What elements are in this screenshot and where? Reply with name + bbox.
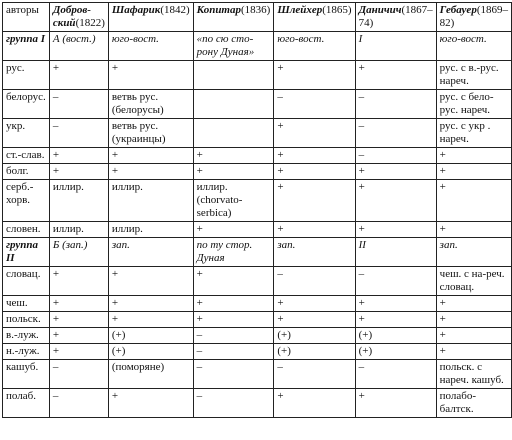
value-cell: (+) (355, 344, 436, 360)
value-cell: II (355, 238, 436, 267)
value-cell: + (274, 296, 355, 312)
table-row (3, 267, 512, 296)
author-name: Добров-ский (52, 4, 91, 29)
value-cell: + (108, 61, 193, 90)
language-cell: болг. (3, 164, 50, 180)
author-year: (1869–82) (439, 4, 508, 29)
header-shafarik (108, 3, 193, 32)
value-cell: + (436, 180, 511, 222)
value-cell: зап. (436, 238, 511, 267)
language-cell: словац. (3, 267, 50, 296)
value-cell: + (436, 222, 511, 238)
value-cell: + (274, 119, 355, 148)
author-year: (1822) (75, 17, 105, 29)
value-cell: ветвь рус. (белорусы) (108, 90, 193, 119)
author-year: (1865) (322, 4, 352, 16)
author-name: Шафарик (111, 4, 161, 16)
author-name: Копитар (196, 4, 241, 16)
value-cell: + (49, 164, 108, 180)
table-row (3, 360, 512, 389)
value-cell: ветвь рус. (украинцы) (108, 119, 193, 148)
value-cell: иллир. (chorvato-serbica) (193, 180, 274, 222)
author-year: (1842) (160, 4, 190, 16)
value-cell: – (274, 267, 355, 296)
value-cell: рус. с бело-рус. нареч. (436, 90, 511, 119)
value-cell: (+) (355, 328, 436, 344)
author-year: (1867–74) (358, 4, 433, 29)
value-cell: + (436, 344, 511, 360)
value-cell: – (193, 328, 274, 344)
language-cell: н.-луж. (3, 344, 50, 360)
header-schleicher (274, 3, 355, 32)
value-cell: иллир. (49, 180, 108, 222)
table-row (3, 90, 512, 119)
table-body (3, 32, 512, 418)
value-cell: (+) (274, 344, 355, 360)
value-cell: юго-вост. (108, 32, 193, 61)
group-row (3, 238, 512, 267)
value-cell: + (49, 312, 108, 328)
value-cell: + (355, 164, 436, 180)
author-name: Даничич (358, 4, 402, 16)
value-cell: + (193, 267, 274, 296)
table-row (3, 119, 512, 148)
table-row (3, 389, 512, 418)
value-cell: Б (зап.) (49, 238, 108, 267)
value-cell: юго-вост. (274, 32, 355, 61)
group-row (3, 32, 512, 61)
value-cell: + (274, 222, 355, 238)
value-cell: – (193, 360, 274, 389)
language-cell: полаб. (3, 389, 50, 418)
value-cell: + (108, 148, 193, 164)
value-cell: по ту стор. Дуная (193, 238, 274, 267)
value-cell: – (355, 119, 436, 148)
value-cell: + (193, 296, 274, 312)
table-row (3, 61, 512, 90)
value-cell: + (355, 312, 436, 328)
value-cell: – (355, 267, 436, 296)
value-cell: + (274, 148, 355, 164)
value-cell: + (274, 180, 355, 222)
value-cell: рус. с укр . нареч. (436, 119, 511, 148)
value-cell (193, 61, 274, 90)
language-cell: чеш. (3, 296, 50, 312)
value-cell: + (355, 222, 436, 238)
value-cell: рус. с в.-рус. нареч. (436, 61, 511, 90)
value-cell: + (274, 389, 355, 418)
header-gebauer (436, 3, 511, 32)
value-cell: + (355, 296, 436, 312)
author-name: Шлейхер (277, 4, 323, 16)
value-cell: + (108, 312, 193, 328)
value-cell: – (193, 389, 274, 418)
value-cell: юго-вост. (436, 32, 511, 61)
value-cell: + (49, 296, 108, 312)
value-cell: – (274, 360, 355, 389)
header-danicic (355, 3, 436, 32)
header-kopitar (193, 3, 274, 32)
language-cell: укр. (3, 119, 50, 148)
table-row (3, 180, 512, 222)
value-cell: «по сю сто-рону Дуная» (193, 32, 274, 61)
value-cell: А (вост.) (49, 32, 108, 61)
value-cell: + (355, 389, 436, 418)
language-cell: серб.-хорв. (3, 180, 50, 222)
value-cell: (+) (108, 344, 193, 360)
value-cell: – (355, 360, 436, 389)
value-cell (193, 90, 274, 119)
value-cell: + (49, 328, 108, 344)
value-cell: + (108, 296, 193, 312)
value-cell: – (49, 119, 108, 148)
value-cell: + (49, 344, 108, 360)
value-cell: + (49, 267, 108, 296)
header-dobrovsky (49, 3, 108, 32)
value-cell: (+) (108, 328, 193, 344)
value-cell: + (193, 148, 274, 164)
value-cell: + (108, 164, 193, 180)
value-cell: + (49, 61, 108, 90)
author-year: (1836) (241, 4, 271, 16)
value-cell: + (108, 389, 193, 418)
value-cell: + (193, 164, 274, 180)
value-cell: зап. (108, 238, 193, 267)
table-row (3, 296, 512, 312)
value-cell: зап. (274, 238, 355, 267)
value-cell: – (49, 90, 108, 119)
value-cell: польск. с нареч. кашуб. (436, 360, 511, 389)
language-cell: белорус. (3, 90, 50, 119)
value-cell (193, 119, 274, 148)
value-cell: + (436, 148, 511, 164)
value-cell: + (193, 312, 274, 328)
header-row (3, 3, 512, 32)
value-cell: полабо-балтск. (436, 389, 511, 418)
language-cell: кашуб. (3, 360, 50, 389)
table-row (3, 312, 512, 328)
language-cell: ст.-слав. (3, 148, 50, 164)
value-cell: + (355, 180, 436, 222)
slavic-classification-table (2, 2, 512, 418)
header-authors-label: авторы (6, 4, 39, 16)
author-name: Гебауер (439, 4, 477, 16)
value-cell: + (436, 164, 511, 180)
value-cell: + (108, 267, 193, 296)
table-row (3, 328, 512, 344)
value-cell: – (355, 148, 436, 164)
value-cell: + (274, 61, 355, 90)
value-cell: чеш. с на-реч. словац. (436, 267, 511, 296)
group-label-cell: группа I (3, 32, 50, 61)
value-cell: + (436, 312, 511, 328)
value-cell: + (193, 222, 274, 238)
table-row (3, 148, 512, 164)
table-row (3, 164, 512, 180)
value-cell: – (355, 90, 436, 119)
value-cell: + (49, 148, 108, 164)
value-cell: – (49, 389, 108, 418)
value-cell: – (49, 360, 108, 389)
value-cell: + (274, 312, 355, 328)
value-cell: иллир. (108, 222, 193, 238)
value-cell: + (436, 328, 511, 344)
value-cell: (поморяне) (108, 360, 193, 389)
group-label-cell: группа II (3, 238, 50, 267)
value-cell: I (355, 32, 436, 61)
value-cell: иллир. (49, 222, 108, 238)
value-cell: + (436, 296, 511, 312)
value-cell: + (355, 61, 436, 90)
value-cell: – (274, 90, 355, 119)
table-row (3, 344, 512, 360)
language-cell: в.-луж. (3, 328, 50, 344)
language-cell: рус. (3, 61, 50, 90)
language-cell: польск. (3, 312, 50, 328)
header-authors (3, 3, 50, 32)
value-cell: – (193, 344, 274, 360)
value-cell: иллир. (108, 180, 193, 222)
value-cell: + (274, 164, 355, 180)
language-cell: словен. (3, 222, 50, 238)
value-cell: (+) (274, 328, 355, 344)
table-row (3, 222, 512, 238)
